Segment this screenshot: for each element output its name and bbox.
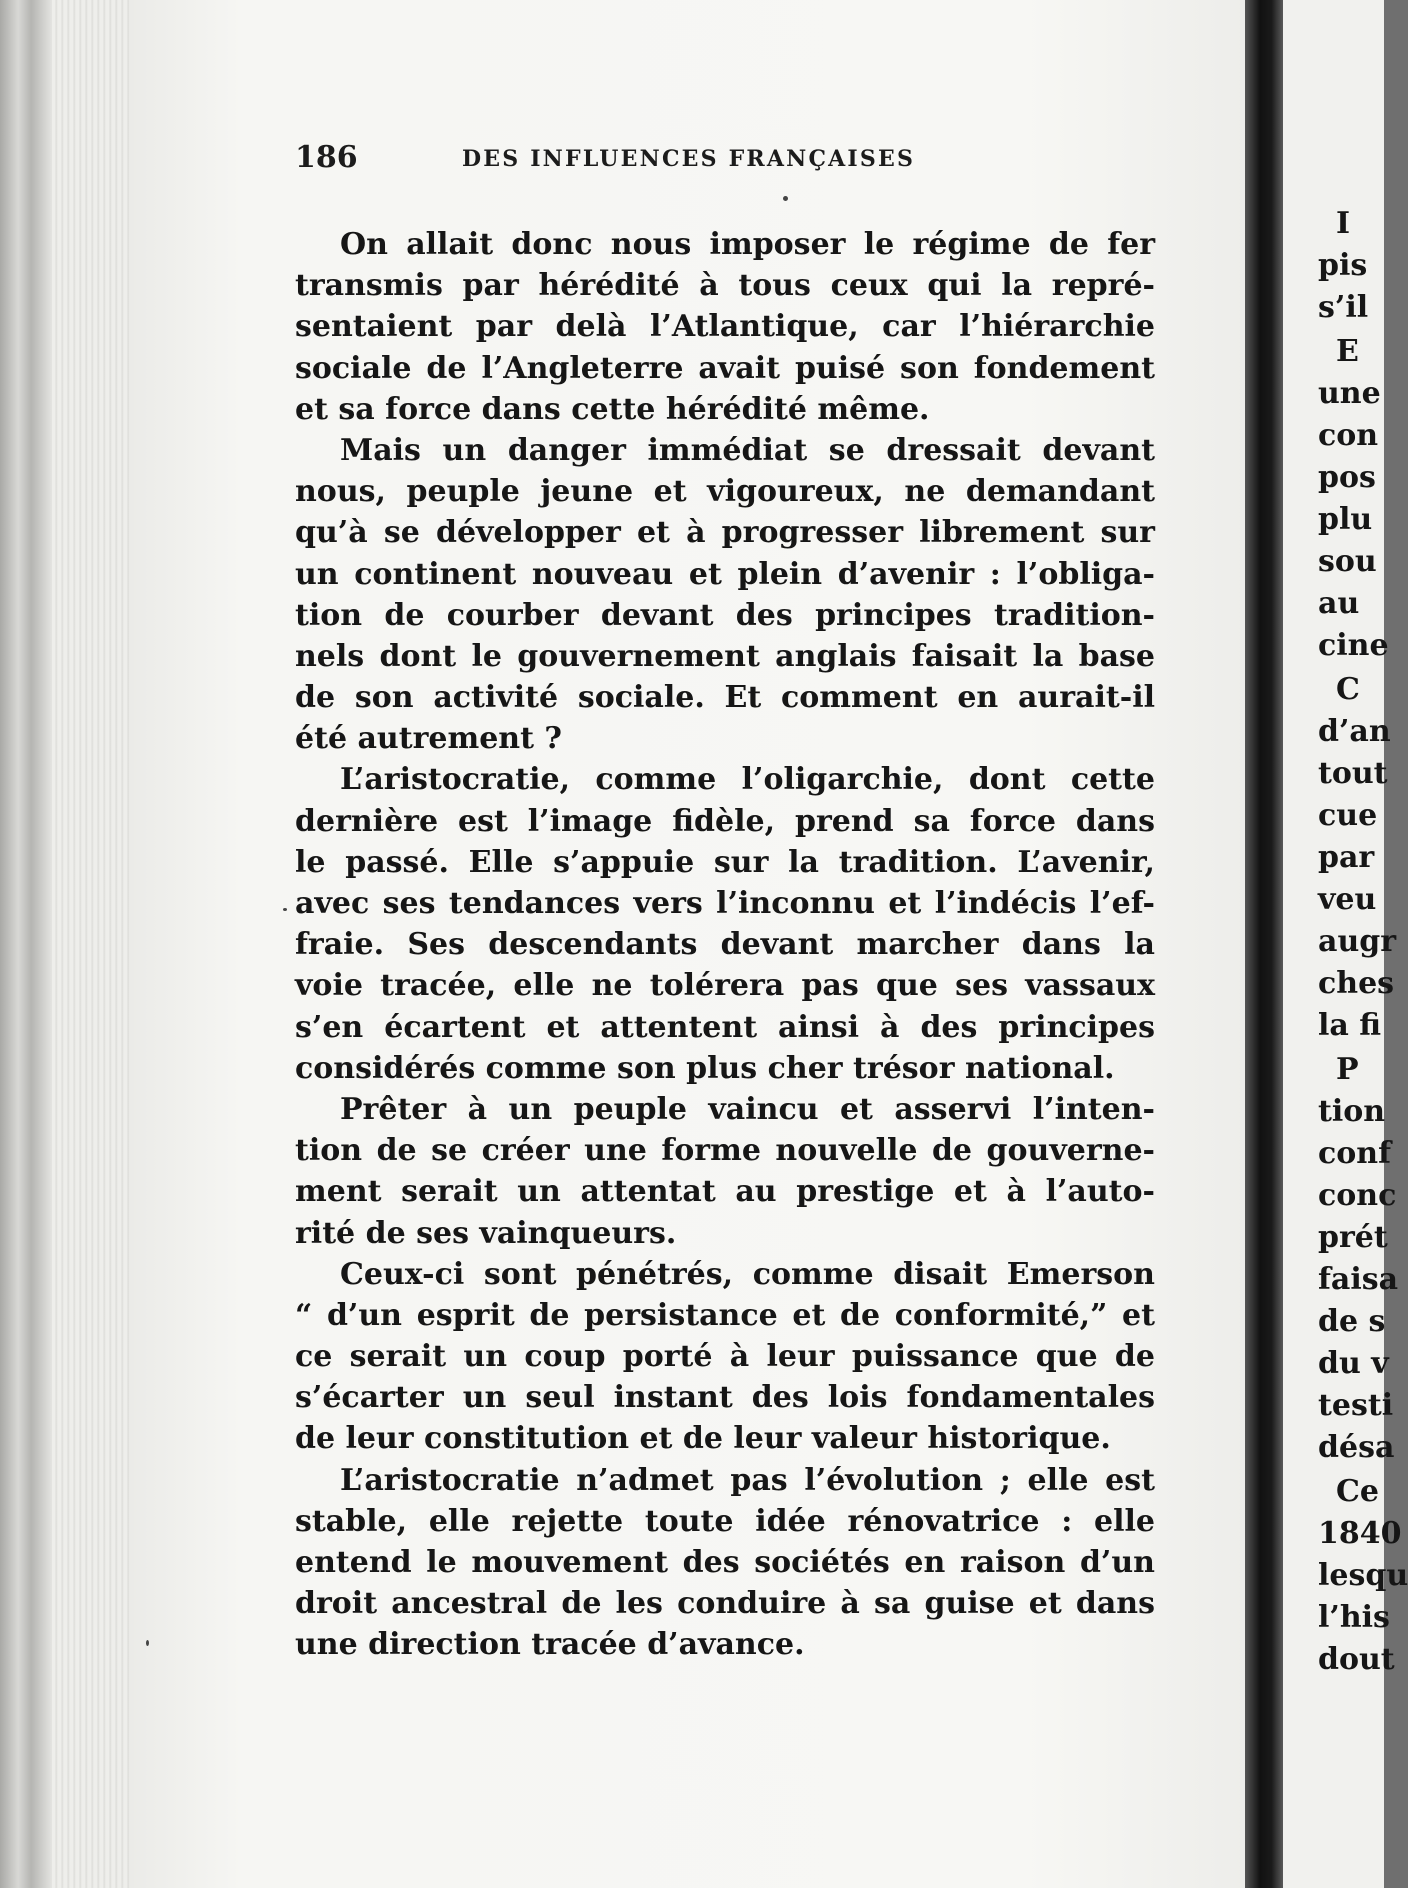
facing-text-fragment: I (1336, 206, 1351, 241)
facing-text-fragment: lesqu (1318, 1558, 1408, 1593)
text-line: et sa force dans cette hérédité même. (295, 391, 930, 427)
facing-text-fragment: l’his (1318, 1600, 1390, 1635)
text-line: tion de se créer une forme nouvelle de gouverne- (295, 1133, 1155, 1169)
facing-text-fragment: C (1336, 672, 1360, 707)
ink-speck (783, 196, 788, 201)
facing-text-fragment: conf (1318, 1136, 1391, 1171)
facing-text-fragment: dout (1318, 1642, 1395, 1677)
page-number: 186 (295, 140, 358, 175)
facing-text-fragment: con (1318, 418, 1379, 453)
facing-page (1283, 0, 1408, 1888)
text-line: le passé. Elle s’appuie sur la tradition. L’avenir, (295, 844, 1155, 880)
book-gutter (1245, 0, 1283, 1888)
text-line: transmis par hérédité à tous ceux qui la repré- (295, 268, 1155, 304)
facing-text-fragment: la fi (1318, 1008, 1382, 1043)
ink-speck (283, 908, 287, 911)
facing-text-fragment: plu (1318, 502, 1373, 537)
text-line: L’aristocratie n’admet pas l’évolution ; elle est (340, 1462, 1155, 1498)
text-line: nous, peuple jeune et vigoureux, ne demandant (295, 474, 1155, 510)
text-line: droit ancestral de les conduire à sa guise et dans (295, 1586, 1155, 1622)
text-line: nels dont le gouvernement anglais faisait la base (295, 638, 1155, 674)
text-line: Prêter à un peuple vaincu et asservi l’inten- (340, 1091, 1155, 1127)
facing-text-fragment: veu (1318, 882, 1377, 917)
facing-text-fragment: faisa (1318, 1262, 1399, 1297)
facing-text-fragment: E (1336, 334, 1359, 369)
facing-text-fragment: désa (1318, 1430, 1395, 1465)
text-line: rité de ses vainqueurs. (295, 1215, 677, 1251)
text-line: considérés comme son plus cher trésor national. (295, 1050, 1115, 1086)
facing-text-fragment: prét (1318, 1220, 1388, 1255)
text-line: tion de courber devant des principes tradition- (295, 597, 1155, 633)
facing-text-fragment: sou (1318, 544, 1377, 579)
text-line: s’écarter un seul instant des lois fondamentales (295, 1380, 1155, 1416)
facing-text-fragment: par (1318, 840, 1375, 875)
text-line: sociale de l’Angleterre avait puisé son fondement (295, 350, 1155, 386)
text-line: fraie. Ses descendants devant marcher dans la (295, 927, 1155, 963)
text-line: voie tracée, elle ne tolérera pas que ses vassaux (295, 968, 1155, 1004)
facing-text-fragment: tout (1318, 756, 1388, 791)
text-line: ce serait un coup porté à leur puissance que de (295, 1339, 1155, 1375)
facing-text-fragment: du v (1318, 1346, 1389, 1381)
facing-text-fragment: ches (1318, 966, 1395, 1001)
text-line: de leur constitution et de leur valeur historique. (295, 1421, 1111, 1457)
text-line: sentaient par delà l’Atlantique, car l’hiérarchie (295, 309, 1155, 345)
facing-text-fragment: cine (1318, 628, 1389, 663)
text-line: dernière est l’image fidèle, prend sa force dans (295, 803, 1155, 839)
facing-text-fragment: de s (1318, 1304, 1386, 1339)
running-title: DES INFLUENCES FRANÇAISES (462, 146, 916, 172)
text-line: L’aristocratie, comme l’oligarchie, dont cette (340, 762, 1155, 798)
facing-text-fragment: au (1318, 586, 1360, 621)
facing-text-fragment: 1840 (1318, 1516, 1402, 1551)
text-line: qu’à se développer et à progresser librement sur (295, 515, 1155, 551)
book-edge (0, 0, 52, 1888)
text-line: été autrement ? (295, 721, 562, 757)
text-line: de son activité sociale. Et comment en aurait-il (295, 680, 1155, 716)
facing-text-fragment: P (1336, 1052, 1359, 1087)
text-line: stable, elle rejette toute idée rénovatrice : elle (295, 1503, 1155, 1539)
text-line: avec ses tendances vers l’inconnu et l’indécis l’ef- (295, 886, 1155, 921)
text-line: une direction tracée d’avance. (295, 1627, 805, 1663)
facing-text-fragment: une (1318, 376, 1381, 411)
facing-text-fragment: cue (1318, 798, 1378, 833)
text-line: ment serait un attentat au prestige et à l’auto- (295, 1174, 1155, 1210)
text-line: “ d’un esprit de persistance et de conformité,” et (295, 1297, 1155, 1333)
facing-text-fragment: s’il (1318, 290, 1369, 325)
body-text (295, 224, 1155, 1666)
text-line: On allait donc nous imposer le régime de fer (340, 227, 1155, 262)
facing-text-fragment: d’an (1318, 714, 1391, 749)
facing-text-fragment: testi (1318, 1388, 1394, 1423)
text-line: un continent nouveau et plein d’avenir : l’obliga- (295, 556, 1155, 592)
facing-text-fragment: tion (1318, 1094, 1386, 1129)
page-stack-edges (52, 0, 132, 1888)
facing-text-fragment: pis (1318, 248, 1368, 283)
facing-text-fragment: pos (1318, 460, 1376, 495)
text-line: s’en écartent et attentent ainsi à des principes (295, 1009, 1155, 1045)
facing-text-fragment: Ce (1336, 1474, 1379, 1509)
facing-text-fragment: conc (1318, 1178, 1397, 1213)
ink-speck (146, 1640, 149, 1646)
text-line: entend le mouvement des sociétés en raison d’un (295, 1545, 1155, 1580)
text-line: Ceux-ci sont pénétrés, comme disait Emerson (340, 1256, 1155, 1292)
text-line: Mais un danger immédiat se dressait devant (340, 432, 1155, 468)
facing-text-fragment: augr (1318, 924, 1397, 959)
